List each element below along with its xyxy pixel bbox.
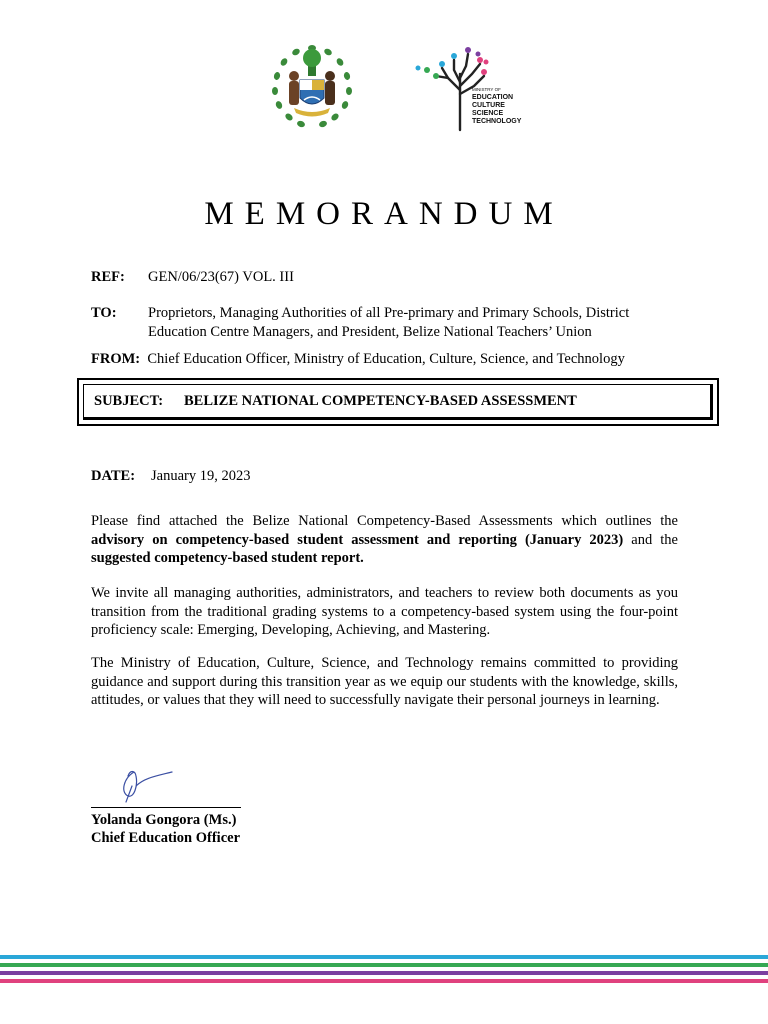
body-paragraph-3: The Ministry of Education, Culture, Science, and Technology remains committed to providing guidance and support during this transition year as we equip our students with the knowledge, skills, attitudes, or values that they will need to successfully navigate their personal journeys in learning. <box>91 655 678 708</box>
date-value: January 19, 2023 <box>151 468 251 484</box>
logo-line-culture: CULTURE <box>472 102 505 109</box>
p1-text-b: advisory on competency-based student assessment and reporting (January 2023) <box>91 531 624 548</box>
footer-stripe-blue <box>0 955 768 959</box>
signature-line <box>91 807 241 808</box>
to-value: Proprietors, Managing Authorities of all Pre-primary and Primary Schools, District Education Centre Managers, and President, Belize National Teachers’ Union <box>148 305 630 340</box>
subject-value: BELIZE NATIONAL COMPETENCY-BASED ASSESSMENT <box>184 392 577 409</box>
to-row <box>91 304 691 342</box>
belize-coat-of-arms-logo <box>266 40 358 132</box>
p1-text-d: suggested competency-based student report. <box>91 550 364 566</box>
date-row <box>91 467 250 486</box>
ref-value: GEN/06/23(67) VOL. III <box>148 269 294 285</box>
ref-row <box>91 268 294 287</box>
signatory-block <box>91 811 240 847</box>
body-paragraph-2: We invite all managing authorities, administrators, and teachers to review both documents as you transition from the traditional grading systems to a competency-based system using the four-point proficiency scale: Emerging, Developing, Achieving, and Mastering. <box>91 585 678 638</box>
p1-text-c: and the <box>623 531 678 548</box>
date-label: DATE: <box>91 468 136 484</box>
signatory-name: Yolanda Gongora (Ms.) <box>91 812 237 828</box>
from-value: Chief Education Officer, Ministry of Education, Culture, Science, and Technology <box>147 351 625 367</box>
memo-title: MEMORANDUM <box>204 196 564 232</box>
to-label: TO: <box>91 305 117 321</box>
footer-stripe-pink <box>0 979 768 983</box>
ministry-logo <box>414 46 544 132</box>
footer-stripe-green <box>0 963 768 967</box>
body-paragraph-1 <box>91 512 678 568</box>
subject-box <box>77 378 719 426</box>
from-row <box>91 350 625 369</box>
p1-text-a: Please find attached the Belize National Competency-Based Assessments which outlines the <box>91 513 678 529</box>
from-label: FROM: <box>91 351 141 367</box>
subject-label: SUBJECT: <box>94 392 164 409</box>
logo-line-technology: TECHNOLOGY <box>472 118 522 125</box>
ref-label: REF: <box>91 269 125 285</box>
subject-inner <box>83 384 713 420</box>
handwritten-signature <box>116 762 178 804</box>
signatory-title: Chief Education Officer <box>91 830 241 846</box>
logo-line-education: EDUCATION <box>472 94 514 101</box>
footer-stripes <box>0 955 768 987</box>
logo-line-ministry-of: MINISTRY OF <box>472 87 501 92</box>
footer-stripe-purple <box>0 971 768 975</box>
logo-line-science: SCIENCE <box>472 110 504 117</box>
